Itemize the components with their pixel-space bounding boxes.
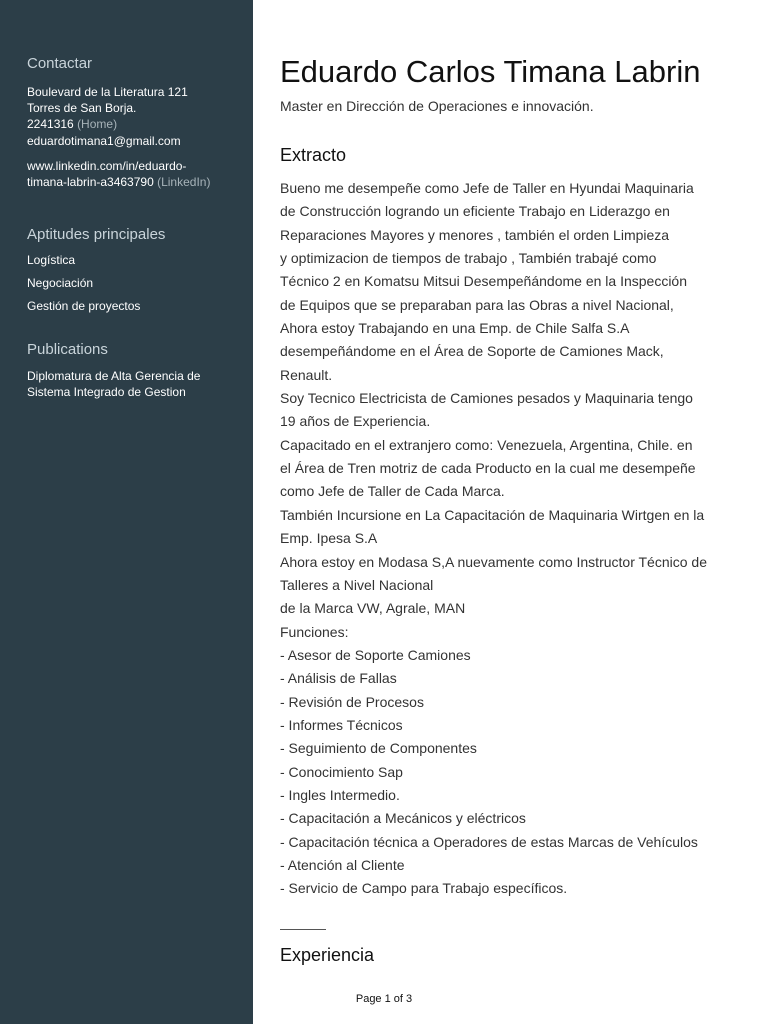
- summary-line: Renault.: [280, 366, 333, 383]
- summary-line: - Ingles Intermedio.: [280, 786, 400, 803]
- phone-number: 2241316: [27, 117, 74, 132]
- summary-line: Ahora estoy en Modasa S,A nuevamente como Instructor Técnico de: [280, 553, 707, 570]
- publication-line-2: Sistema Integrado de Gestion: [27, 385, 186, 400]
- summary-line: Emp. Ipesa S.A: [280, 530, 378, 547]
- summary-line: - Servicio de Campo para Trabajo específicos.: [280, 880, 568, 897]
- skill-item: Logística: [27, 253, 76, 267]
- publications-heading: Publications: [27, 341, 108, 358]
- sidebar: [0, 0, 253, 1024]
- summary-line: el Área de Tren motriz de cada Producto en la cual me desempeñe: [280, 460, 696, 477]
- summary-line: - Asesor de Soporte Camiones: [280, 646, 471, 663]
- phone-line: [27, 116, 249, 132]
- main-content: [280, 0, 750, 1024]
- contact-heading: Contactar: [27, 55, 93, 72]
- summary-line: Técnico 2 en Komatsu Mitsui Desempeñándome en la Inspección: [280, 273, 687, 290]
- summary-line: También Incursione en La Capacitación de Maquinaria Wirtgen en la: [280, 506, 705, 523]
- summary-line: Soy Tecnico Electricista de Camiones pesados y Maquinaria tengo: [280, 390, 693, 407]
- address-line-1: Boulevard de la Literatura 121: [27, 85, 188, 99]
- summary-line: como Jefe de Taller de Cada Marca.: [280, 483, 505, 500]
- summary-line: Bueno me desempeñe como Jefe de Taller en Hyundai Maquinaria: [280, 180, 694, 196]
- section-divider: [280, 929, 326, 930]
- summary-line: - Revisión de Procesos: [280, 693, 424, 710]
- summary-line: - Seguimiento de Componentes: [280, 740, 477, 757]
- publication-line-1: Diplomatura de Alta Gerencia de: [27, 369, 201, 383]
- summary-text: [280, 177, 750, 901]
- skills-heading: Aptitudes principales: [27, 226, 166, 243]
- summary-line: Funciones:: [280, 623, 349, 640]
- summary-line: y optimizacion de tiempos de trabajo , También trabajé como: [280, 250, 657, 267]
- experience-title: Experiencia: [280, 945, 375, 965]
- summary-line: de la Marca VW, Agrale, MAN: [280, 600, 466, 617]
- publications-section: [27, 341, 249, 400]
- summary-line: de Equipos que se preparaban para las Obras a nivel Nacional,: [280, 296, 674, 313]
- phone-type: (Home): [77, 117, 118, 132]
- summary-line: Reparaciones Mayores y menores , también el orden Limpieza: [280, 226, 670, 243]
- summary-line: - Capacitación a Mecánicos y eléctricos: [280, 810, 526, 827]
- summary-line: - Capacitación técnica a Operadores de estas Marcas de Vehículos: [280, 833, 698, 850]
- skill-item: Negociación: [27, 276, 94, 290]
- linkedin-link-line-2[interactable]: [27, 174, 249, 190]
- skills-section: [27, 226, 249, 321]
- linkedin-link-line-1[interactable]: www.linkedin.com/in/eduardo-: [27, 158, 187, 173]
- summary-line: Capacitado en el extranjero como: Venezuela, Argentina, Chile. en: [280, 436, 693, 453]
- skill-item: Gestión de proyectos: [27, 299, 141, 313]
- linkedin-label: (LinkedIn): [157, 175, 211, 190]
- profile-name: Eduardo Carlos Timana Labrin: [280, 54, 701, 89]
- address-line-2: Torres de San Borja.: [27, 101, 137, 116]
- linkedin-url-tail[interactable]: timana-labrin-a3463790: [27, 175, 154, 190]
- page-number: Page 1 of 3: [355, 993, 413, 1005]
- summary-line: de Construcción logrando un eficiente Trabajo en Liderazgo en: [280, 203, 670, 220]
- profile-headline: Master en Dirección de Operaciones e innovación.: [280, 98, 594, 114]
- contact-section: [27, 55, 249, 190]
- summary-line: 19 años de Experiencia.: [280, 413, 431, 430]
- summary-line: Talleres a Nivel Nacional: [280, 576, 434, 593]
- summary-line: - Atención al Cliente: [280, 856, 405, 873]
- summary-line: Ahora estoy Trabajando en una Emp. de Chile Salfa S.A: [280, 320, 630, 337]
- summary-line: - Conocimiento Sap: [280, 763, 403, 780]
- email-link[interactable]: eduardotimana1@gmail.com: [27, 133, 181, 148]
- summary-title: Extracto: [280, 145, 347, 165]
- summary-line: - Análisis de Fallas: [280, 670, 397, 687]
- summary-line: - Informes Técnicos: [280, 716, 403, 733]
- summary-line: desempeñándome en el Área de Soporte de Camiones Mack,: [280, 343, 664, 360]
